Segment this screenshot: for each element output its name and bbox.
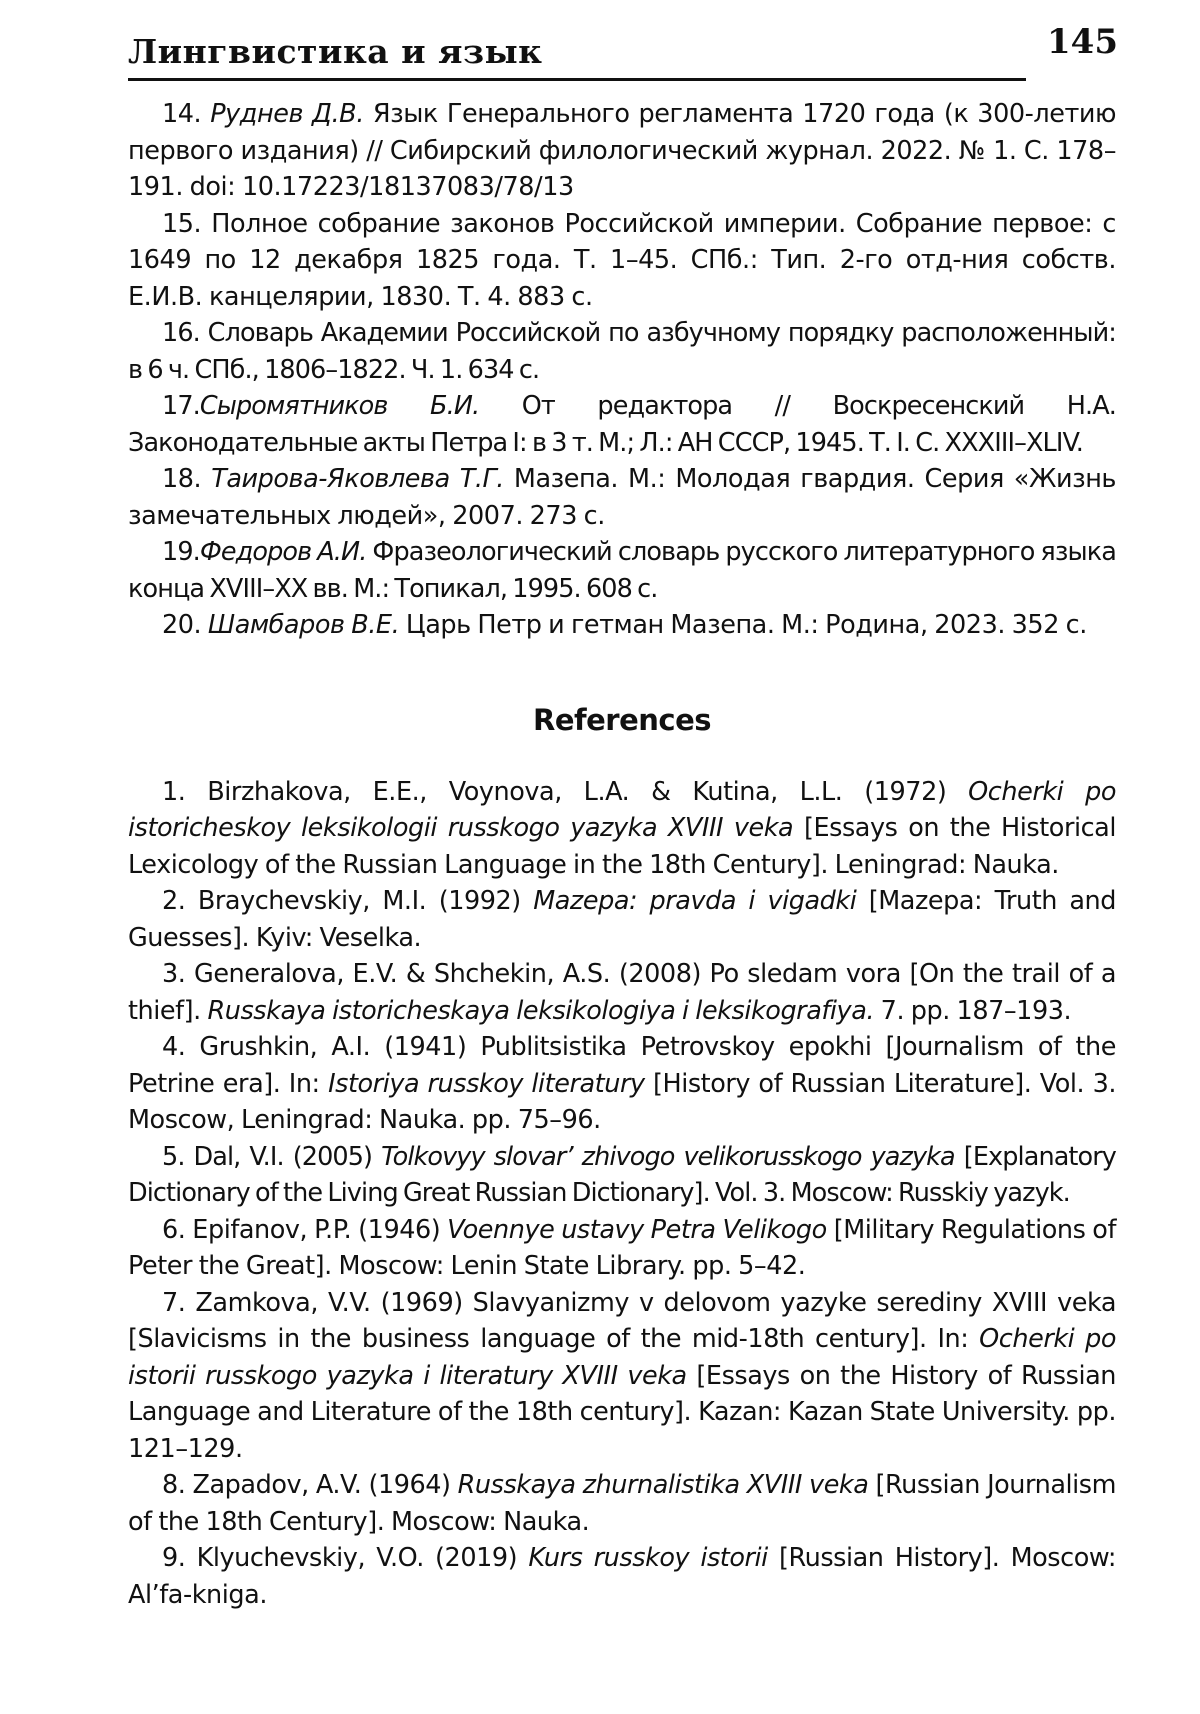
reference-author: Сыромятников Б.И.: [199, 391, 480, 421]
reference-ru-15: 15. Полное собрание законов Российской империи. Собрание первое: с 1649 по 12 декабря 1825 года. Т. 1–45. СПб.: Тип. 2-го отд-ния собств. Е.И.В. канцелярии, 1830. Т. 4. 883 с.: [128, 208, 1116, 312]
reference-en-2: 2. Braychevskiy, M.I. (1992) Mazepa: pravda i vigadki [Mazepa: Truth and Guesses]. Kyiv: Veselka.: [128, 886, 1116, 953]
reference-title: Ocherki po istorii russkogo yazyka i literatury XVIII veka: [128, 1324, 1116, 1391]
reference-ru-17: 17.Сыромятников Б.И. От редактора // Воскресенский Н.А. Законодательные акты Петра I: в 3 т. М.; Л.: АН СССР, 1945. Т. I. С. XXXIII–XLIV.: [128, 391, 1116, 458]
page-header: [128, 22, 1118, 82]
reference-title: Russkaya zhurnalistika XVIII veka: [457, 1470, 869, 1500]
reference-en-1: 1. Birzhakova, E.E., Voynova, L.A. & Kutina, L.L. (1972) Ocherki po istoricheskoy leksikologii russkogo yazyka XVIII veka [Essays on the Historical Lexicology of the Russian Language in the 18th Century]. Leningrad: Nauka.: [128, 776, 1117, 880]
reference-ru-18: 18. Таирова-Яковлева Т.Г. Мазепа. М.: Молодая гвардия. Серия «Жизнь замечательных людей», 2007. 273 с.: [128, 464, 1117, 531]
reference-title: Tolkovyy slovar’ zhivogo velikorusskogo yazyka: [381, 1141, 955, 1172]
reference-en-6: 6. Epifanov, P.P. (1946) Voennye ustavy Petra Velikogo [Military Regulations of Peter the Great]. Moscow: Lenin State Library. pp. 5–42.: [128, 1214, 1116, 1281]
reference-en-3: 3. Generalova, E.V. & Shchekin, A.S. (2008) Po sledam vora [On the trail of a thief]. Russkaya istoricheskaya leksikologiya i leksikografiya. 7. pp. 187–193.: [128, 959, 1116, 1026]
reference-ru-20: 20. Шамбаров В.Е. Царь Петр и гетман Мазепа. М.: Родина, 2023. 352 с.: [162, 610, 1087, 640]
header-rule: [128, 78, 1026, 81]
reference-ru-19: 19.Федоров А.И. Фразеологический словарь русского литературного языка конца XVIII–XX вв. М.: Топикал, 1995. 608 с.: [128, 537, 1116, 604]
reference-ru-14: 14. Руднев Д.В. Язык Генерального регламента 1720 года (к 300-летию первого издания) // Сибирский филологический журнал. 2022. № 1. С. 178–191. doi: 10.17223/18137083/78/13: [128, 99, 1116, 202]
reference-author: Федоров А.И.: [199, 537, 367, 567]
bibliography-content: [128, 96, 1116, 1613]
reference-en-9: 9. Klyuchevskiy, V.O. (2019) Kurs russkoy istorii [Russian History]. Moscow: Al’fa-kniga.: [128, 1543, 1116, 1610]
reference-title: Istoriya russkoy literatury: [328, 1068, 645, 1099]
page-number: 145: [1047, 22, 1118, 62]
reference-ru-16: 16. Словарь Академии Российской по азбучному порядку расположенный: в 6 ч. СПб., 1806–1822. Ч. 1. 634 с.: [128, 318, 1116, 385]
references-heading: References: [532, 702, 712, 737]
reference-author: Шамбаров В.Е.: [207, 610, 400, 640]
running-title: Лингвистика и язык: [128, 32, 543, 71]
reference-author: Таирова-Яковлева Т.Г.: [211, 464, 504, 494]
reference-en-7: 7. Zamkova, V.V. (1969) Slavyanizmy v delovom yazyke serediny XVIII veka [Slavicisms in the business language of the mid-18th century]. In: Ocherki po istorii russkogo yazyka i literatury XVIII veka [Essays on the History of Russian Language and Literature of the 18th century]. Kazan: Kazan State University. pp. 121–129.: [128, 1287, 1116, 1464]
reference-title: Russkaya istoricheskaya leksikologiya i leksikografiya.: [207, 995, 875, 1026]
reference-title: Ocherki po istoricheskoy leksikologii russkogo yazyka XVIII veka: [128, 776, 1117, 843]
reference-title: Voennye ustavy Petra Velikogo: [447, 1214, 827, 1245]
reference-title: Kurs russkoy istorii: [528, 1543, 768, 1573]
reference-author: Руднев Д.В.: [210, 99, 364, 129]
reference-title: Mazepa: pravda i vigadki: [533, 886, 857, 916]
reference-en-8: 8. Zapadov, A.V. (1964) Russkaya zhurnalistika XVIII veka [Russian Journalism of the 18th Century]. Moscow: Nauka.: [128, 1470, 1116, 1537]
reference-en-5: 5. Dal, V.I. (2005) Tolkovyy slovar’ zhivogo velikorusskogo yazyka [Explanatory Dictionary of the Living Great Russian Dictionary]. Vol. 3. Moscow: Russkiy yazyk.: [128, 1141, 1117, 1208]
reference-en-4: 4. Grushkin, A.I. (1941) Publitsistika Petrovskoy epokhi [Journalism of the Petrine era]. In: Istoriya russkoy literatury [History of Russian Literature]. Vol. 3. Moscow, Leningrad: Nauka. pp. 75–96.: [128, 1032, 1117, 1135]
